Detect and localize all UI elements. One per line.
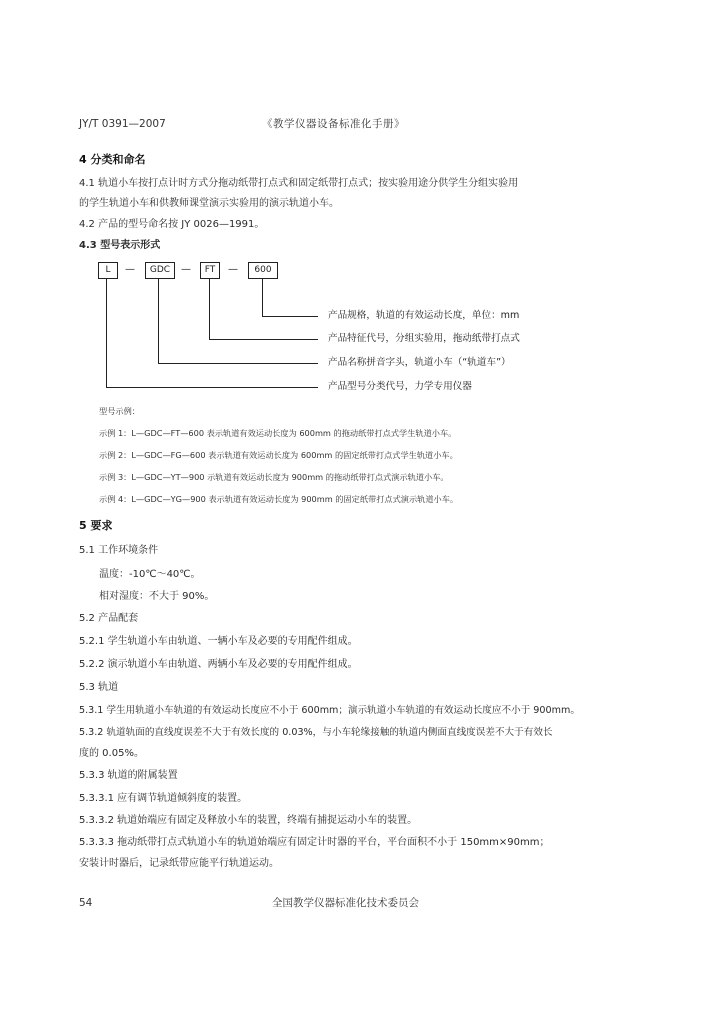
footer-organization: 全国教学仪器标准化技术委员会 — [272, 897, 419, 909]
leader-line — [106, 387, 318, 388]
examples-title: 型号示例： — [99, 406, 140, 416]
para-5-3-3-3-line2: 安装计时器后，记录纸带应能平行轨道运动。 — [79, 858, 279, 869]
para-5-2-2: 5.2.2 演示轨道小车由轨道、两辆小车及必要的专用配件组成。 — [79, 659, 358, 670]
code-box-class: L — [98, 262, 118, 279]
leader-line — [106, 278, 107, 388]
leader-line — [209, 339, 318, 340]
para-4-1-line1: 4.1 轨道小车按打点计时方式分拖动纸带打点式和固定纸带打点式；按实验用途分供学生分组实验用 — [79, 178, 519, 189]
page-number: 54 — [79, 897, 93, 909]
para-5-3-3-3-line1: 5.3.3.3 拖动纸带打点式轨道小车的轨道始端应有固定计时器的平台，平台面积不小于 150mm×90mm； — [79, 837, 550, 848]
example-item: 示例 3：L—GDC—YT—900 示轨道有效运动长度为 900mm 的拖动纸带打点式演示轨道小车。 — [99, 472, 449, 482]
para-5-3-3-1: 5.3.3.1 应有调节轨道倾斜度的装置。 — [79, 793, 248, 804]
code-separator: — — [228, 264, 238, 275]
para-5-3-2-line2: 度的 0.05%。 — [79, 748, 144, 759]
header-book-title: 《教学仪器设备标准化手册》 — [262, 118, 405, 130]
example-item: 示例 2：L—GDC—FG—600 表示轨道有效运动长度为 600mm 的固定纸带打点式学生轨道小车。 — [99, 450, 458, 460]
label-feature: 产品特征代号，分组实验用，拖动纸带打点式 — [328, 333, 520, 344]
section-5-3-3-heading: 5.3.3 轨道的附属装置 — [79, 770, 178, 781]
section-4-heading: 4 分类和命名 — [79, 153, 146, 166]
section-5-1-heading: 5.1 工作环境条件 — [79, 545, 159, 556]
label-name: 产品名称拼音字头，轨道小车（“轨道车”） — [328, 357, 511, 368]
para-5-3-2-line1: 5.3.2 轨道轨面的直线度误差不大于有效长度的 0.03%，与小车轮缘接触的轨道内侧面直线度误差不大于有效长 — [79, 727, 553, 738]
para-4-3-heading: 4.3 型号表示形式 — [79, 240, 161, 251]
example-item: 示例 4：L—GDC—YG—900 表示轨道有效运动长度为 900mm 的固定纸带打点式演示轨道小车。 — [99, 494, 459, 504]
code-box-feature: FT — [200, 262, 220, 279]
code-box-spec: 600 — [248, 262, 278, 279]
section-5-heading: 5 要求 — [79, 519, 113, 532]
leader-line — [262, 316, 318, 317]
humidity-text: 相对湿度：不大于 90%。 — [99, 591, 215, 602]
temperature-text: 温度：-10℃～40℃。 — [99, 569, 201, 580]
section-5-2-heading: 5.2 产品配套 — [79, 613, 139, 624]
leader-line — [262, 278, 263, 317]
example-item: 示例 1：L—GDC—FT—600 表示轨道有效运动长度为 600mm 的拖动纸带打点式学生轨道小车。 — [99, 428, 457, 438]
label-class: 产品型号分类代号，力学专用仪器 — [328, 381, 472, 392]
section-5-3-heading: 5.3 轨道 — [79, 682, 119, 693]
leader-line — [158, 363, 318, 364]
para-4-1-line2: 的学生轨道小车和供教师课堂演示实验用的演示轨道小车。 — [79, 198, 339, 209]
para-5-2-1: 5.2.1 学生轨道小车由轨道、一辆小车及必要的专用配件组成。 — [79, 636, 358, 647]
leader-line — [158, 278, 159, 364]
code-separator: — — [125, 264, 135, 275]
para-5-3-3-2: 5.3.3.2 轨道始端应有固定及释放小车的装置，终端有捕捉运动小车的装置。 — [79, 815, 418, 826]
para-5-3-1: 5.3.1 学生用轨道小车轨道的有效运动长度应不小于 600mm；演示轨道小车轨道的有效运动长度应不小于 900mm。 — [79, 705, 580, 716]
leader-line — [209, 278, 210, 340]
code-box-name: GDC — [145, 262, 175, 279]
code-separator: — — [181, 264, 191, 275]
header-code: JY/T 0391—2007 — [79, 118, 166, 130]
label-spec: 产品规格，轨道的有效运动长度，单位：mm — [328, 310, 520, 321]
para-4-2: 4.2 产品的型号命名按 JY 0026—1991。 — [79, 219, 265, 230]
